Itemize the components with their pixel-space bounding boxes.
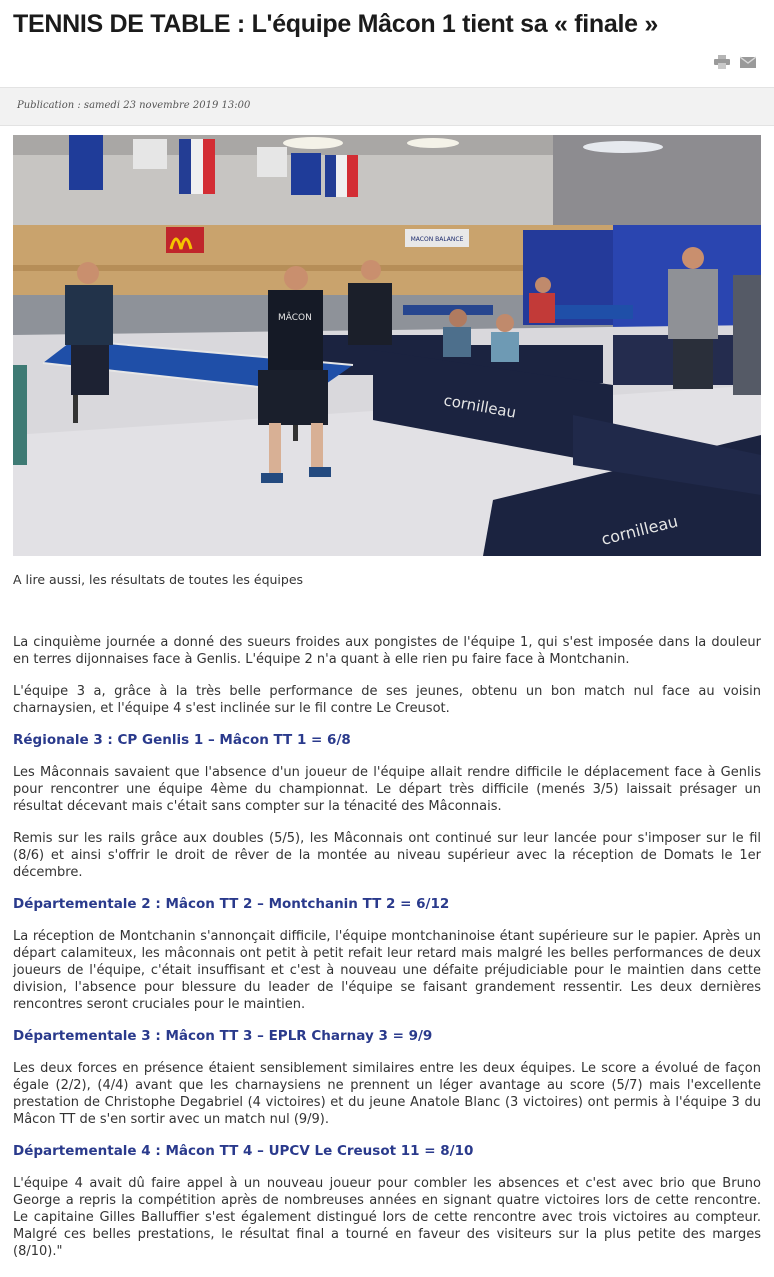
eu-flag [69, 135, 103, 190]
article-body [13, 634, 761, 1275]
print-icon[interactable] [714, 55, 730, 69]
article-title: TENNIS DE TABLE : L'équipe Mâcon 1 tient sa « finale » [13, 10, 658, 38]
intro-paragraph: La cinquième journée a donné des sueurs froides aux pongistes de l'équipe 1, qui s'est imposée dans la douleur en terres dijonnaises face à Genlis. L'équipe 2 n'a quant à elle rien pu faire face à Montchanin. [13, 635, 761, 667]
section-paragraph: Les Mâconnais savaient que l'absence d'un joueur de l'équipe allait rendre difficile le déplacement face à Genlis pour rencontrer une équipe 4ème du championnat. Le départ très difficile (menés 3/5) laissait présager un résultat décevant mais c'était sans compter sur la ténacité des Mâconnais. [13, 765, 761, 814]
hall-sign: MACON BALANCE [410, 236, 464, 243]
svg-text:cornilleau: cornilleau [599, 511, 680, 549]
section-paragraph: Les deux forces en présence étaient sensiblement similaires entre les deux équipes. Le score a évolué de façon égale (2/2), (4/4) avant que les charnaysiens ne prennent un léger avantage au score (5/7) mais l'excellente prestation de Christophe Degabriel (4 victoires) et du jeune Anatole Blanc (3 victoires) ont permis à l'équipe 3 du Mâcon TT de s'en sortir avec un match nul (9/9). [13, 1061, 761, 1127]
photo-illustration [13, 135, 761, 556]
section-paragraph: La réception de Montchanin s'annonçait difficile, l'équipe montchaninoise étant supérieure sur le papier. Après un départ calamiteux, les mâconnais ont petit à petit refait leur retard mais malgré les belles performances de deux joueurs de l'équipe, c'était insuffisant et c'est à nouveau une défaite préjudiciable pour le maintien dans cette division, l'absence pour blessure du leader de l'équipe se faisant grandement ressentir. Les deux dernières rencontres seront cruciales pour le maintien. [13, 929, 761, 1012]
section-paragraph: Remis sur les rails grâce aux doubles (5/5), les Mâconnais ont continué sur leur lancée pour s'imposer sur le fil (8/6) et ainsi s'offrir le droit de rêver de la montée au niveau supérieur avec la réception de Domats le 1er décembre. [13, 831, 761, 880]
section-paragraph: L'équipe 4 avait dû faire appel à un nouveau joueur pour combler les absences et c'est avec brio que Bruno George a repris la compétition après de nombreuses années en signant quatre victoires lors de cette rencontre. Le capitaine Gilles Balluffier s'est également distingué lors de cette rencontre avec trois victoires au compteur. Malgré ces belles prestations, le résultat final a tourné en faveur des visiteurs sur la plus petite des marges (8/10)." [13, 1176, 761, 1259]
section-heading: Régionale 3 : CP Genlis 1 – Mâcon TT 1 = 6/8 [13, 732, 351, 748]
article-photo [13, 135, 761, 556]
publication-date: Publication : samedi 23 novembre 2019 13:00 [17, 100, 251, 111]
regional-flag [133, 139, 167, 169]
barrier-brand: cornilleau [442, 391, 518, 422]
email-icon[interactable] [740, 55, 756, 69]
related-link[interactable]: A lire aussi, les résultats de toutes les équipes [13, 572, 304, 587]
section-heading: Départementale 3 : Mâcon TT 3 – EPLR Charnay 3 = 9/9 [13, 1028, 433, 1044]
intro-paragraph: L'équipe 3 a, grâce à la très belle performance de ses jeunes, obtenu un bon match nul face au voisin charnaysien, et l'équipe 4 s'est inclinée sur le fil contre Le Creusot. [13, 684, 761, 716]
section-heading: Départementale 4 : Mâcon TT 4 – UPCV Le Creusot 11 = 8/10 [13, 1143, 474, 1159]
publication-bar [0, 87, 774, 126]
article-tools [714, 55, 756, 69]
section-heading: Départementale 2 : Mâcon TT 2 – Montchanin TT 2 = 6/12 [13, 896, 450, 912]
svg-text:MÂCON: MÂCON [278, 313, 312, 323]
